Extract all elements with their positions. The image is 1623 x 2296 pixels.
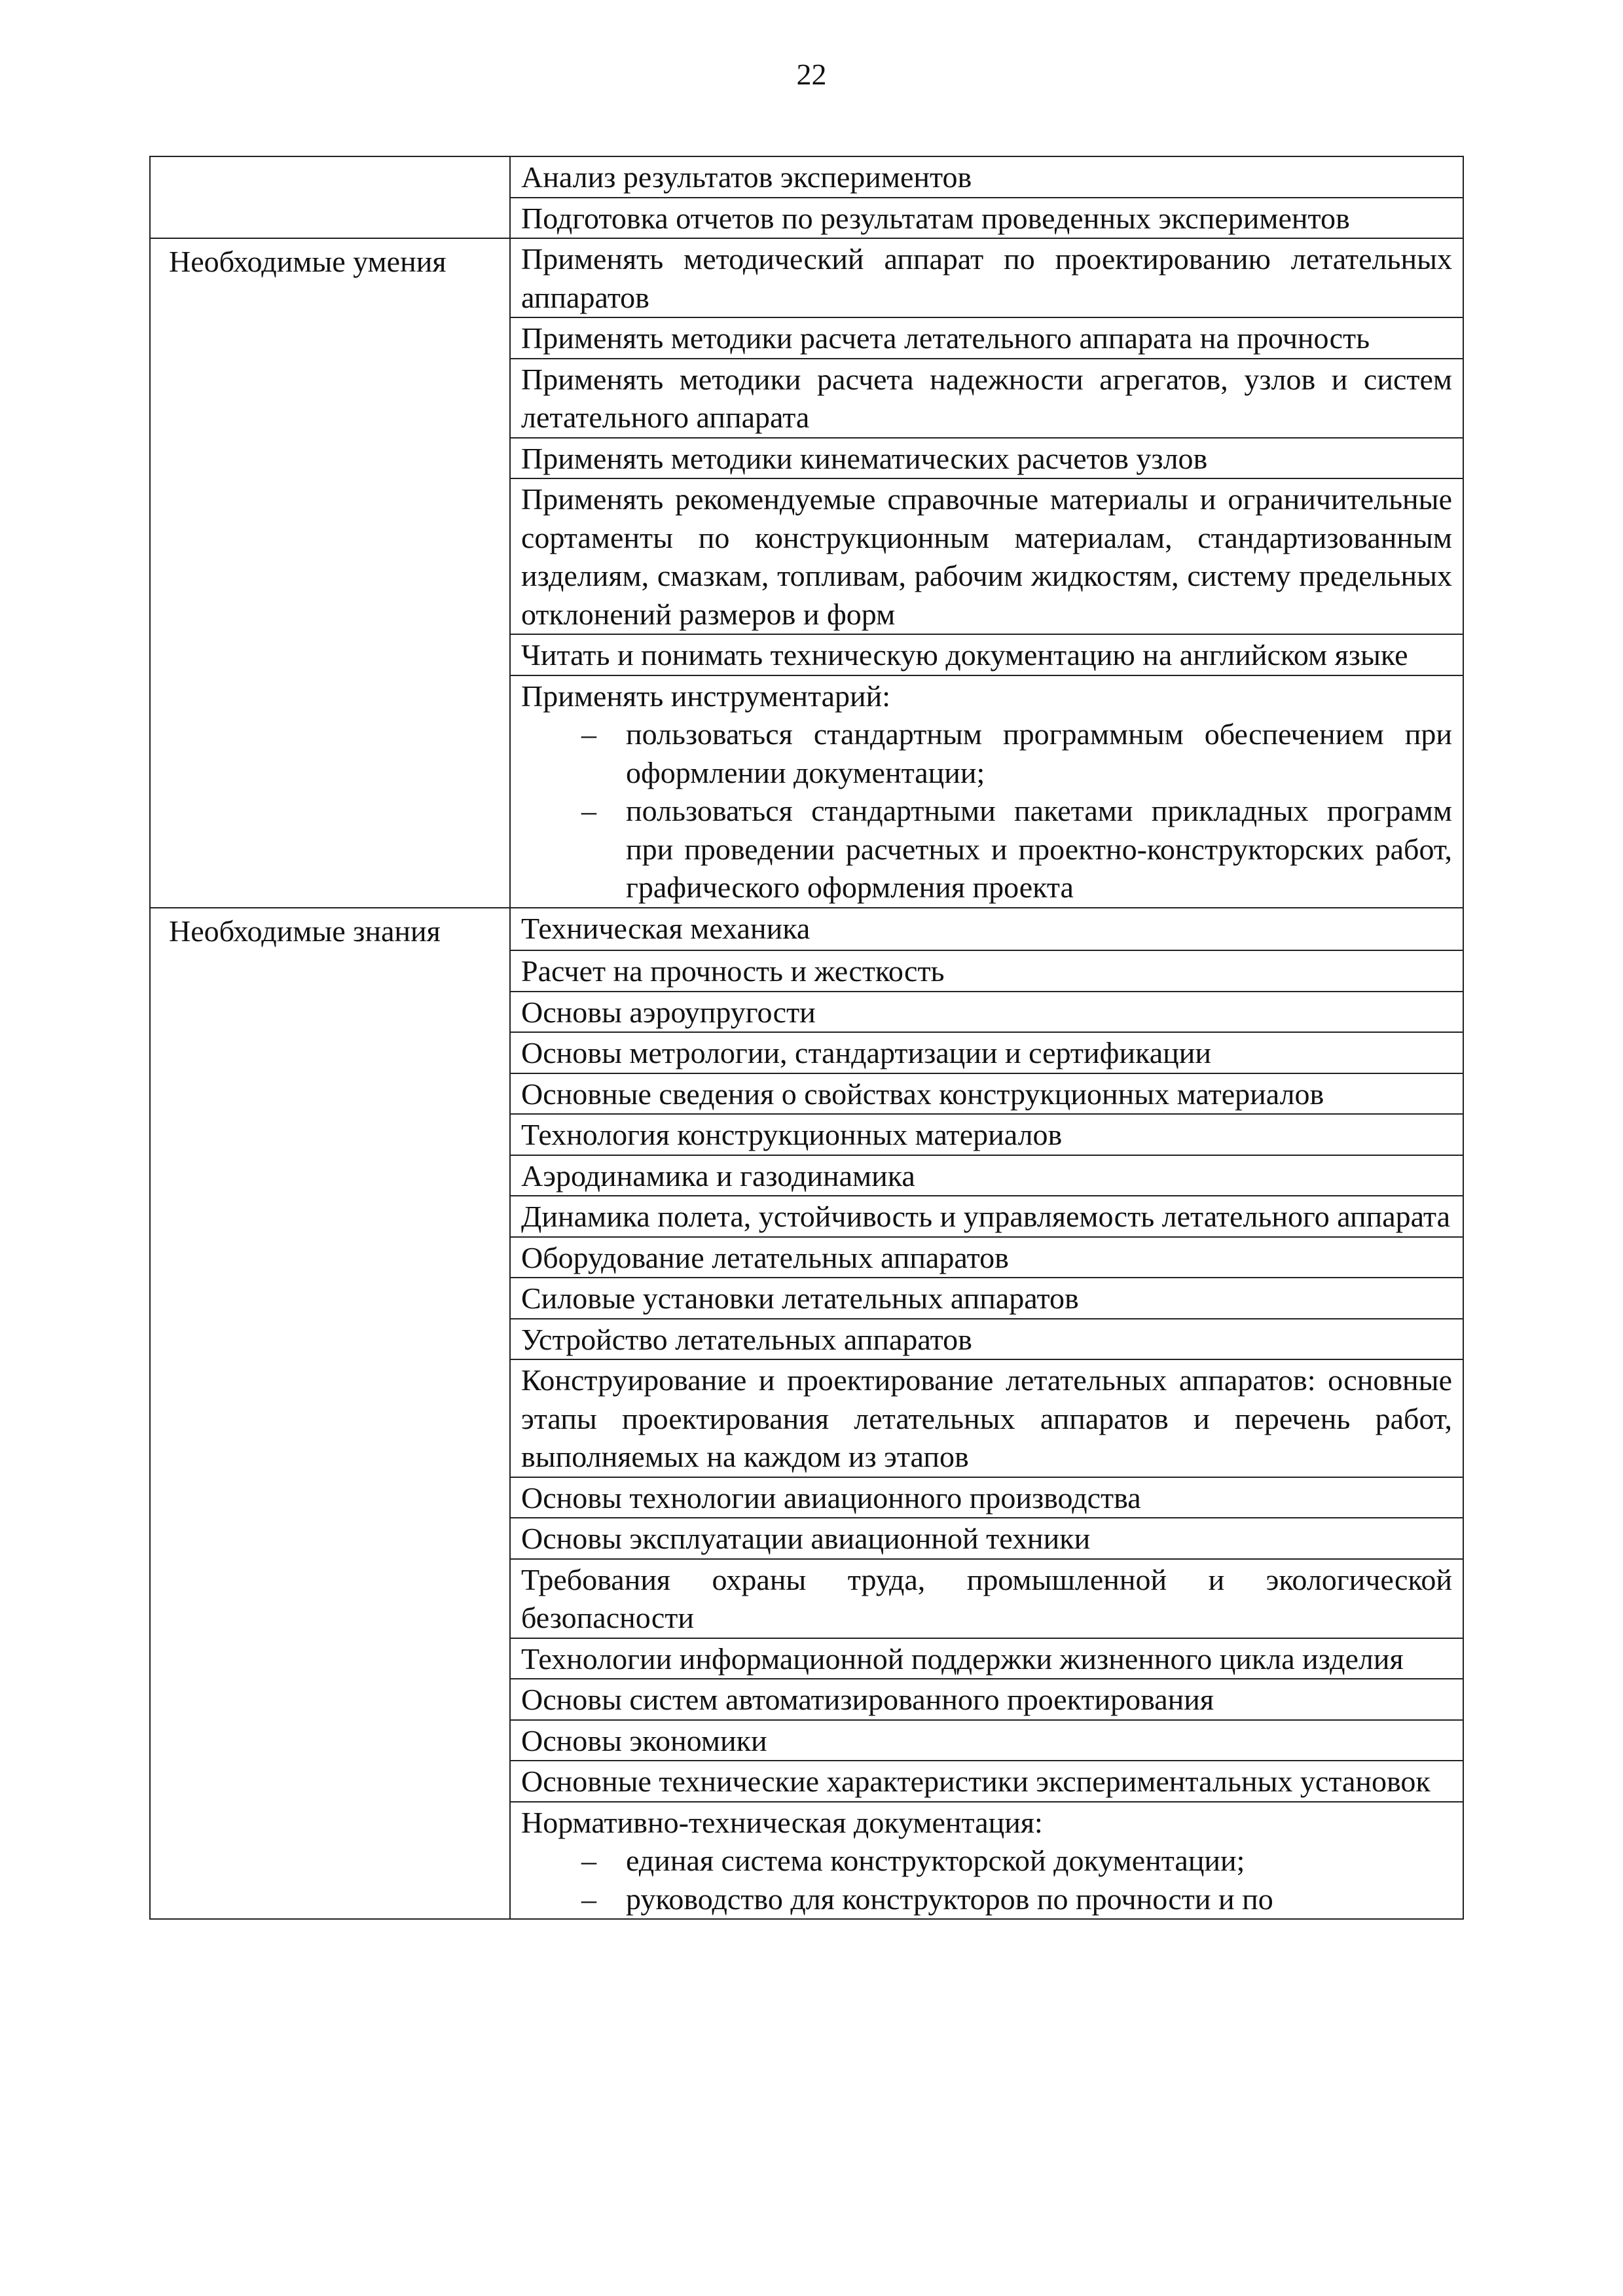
table-row bbox=[150, 1477, 1463, 1518]
row-category-cell bbox=[150, 1073, 510, 1115]
list-item: – единая система конструкторской документации; bbox=[572, 1842, 1452, 1880]
table-row bbox=[150, 1155, 1463, 1196]
table-row bbox=[150, 317, 1463, 359]
table-row bbox=[150, 1761, 1463, 1802]
row-category-cell bbox=[150, 1720, 510, 1761]
row-category-cell bbox=[150, 675, 510, 908]
cell-lead-text: Применять инструментарий: bbox=[521, 679, 891, 713]
table-row bbox=[150, 1032, 1463, 1073]
table-row bbox=[150, 238, 1463, 317]
dash-list bbox=[521, 715, 1452, 907]
row-category-cell bbox=[150, 1477, 510, 1518]
table-row bbox=[150, 359, 1463, 438]
row-content-cell: Требования охраны труда, промышленной и экологической безопасности bbox=[510, 1559, 1463, 1638]
row-category-cell bbox=[150, 359, 510, 438]
row-content-cell: Читать и понимать техническую документацию на английском языке bbox=[510, 634, 1463, 675]
table-row bbox=[150, 1802, 1463, 1920]
table-row bbox=[150, 1319, 1463, 1360]
row-content-cell bbox=[510, 1802, 1463, 1920]
row-content-cell: Основы метрологии, стандартизации и сертификации bbox=[510, 1032, 1463, 1073]
row-content-cell: Оборудование летательных аппаратов bbox=[510, 1237, 1463, 1278]
row-content-cell: Основы аэроупругости bbox=[510, 992, 1463, 1033]
row-category-cell bbox=[150, 156, 510, 198]
row-category-cell: Необходимые знания bbox=[150, 908, 510, 951]
dash-list bbox=[521, 1842, 1452, 1918]
table-row bbox=[150, 1073, 1463, 1115]
cell-lead-text: Нормативно-техническая документация: bbox=[521, 1805, 1043, 1839]
table-row bbox=[150, 1114, 1463, 1155]
table-row bbox=[150, 1559, 1463, 1638]
table-row bbox=[150, 634, 1463, 675]
row-category-cell bbox=[150, 1761, 510, 1802]
table-row bbox=[150, 156, 1463, 198]
list-item: – руководство для конструкторов по прочности и по bbox=[572, 1880, 1452, 1919]
table-row bbox=[150, 950, 1463, 992]
row-category-cell bbox=[150, 1155, 510, 1196]
row-category-cell bbox=[150, 1559, 510, 1638]
row-category-cell bbox=[150, 1196, 510, 1237]
row-content-cell: Применять методики расчета надежности агрегатов, узлов и систем летательного аппарата bbox=[510, 359, 1463, 438]
row-content-cell: Основные технические характеристики экспериментальных установок bbox=[510, 1761, 1463, 1802]
row-category-cell bbox=[150, 1114, 510, 1155]
row-content-cell: Силовые установки летательных аппаратов bbox=[510, 1278, 1463, 1319]
table-row bbox=[150, 198, 1463, 239]
row-category-cell bbox=[150, 317, 510, 359]
row-category-cell: Необходимые умения bbox=[150, 238, 510, 317]
list-item: – пользоваться стандартным программным обеспечением при оформлении документации; bbox=[572, 715, 1452, 792]
row-content-cell bbox=[510, 675, 1463, 908]
row-category-cell bbox=[150, 1638, 510, 1679]
row-category-cell bbox=[150, 438, 510, 479]
row-content-cell: Аэродинамика и газодинамика bbox=[510, 1155, 1463, 1196]
row-content-cell: Технологии информационной поддержки жизненного цикла изделия bbox=[510, 1638, 1463, 1679]
row-content-cell: Подготовка отчетов по результатам проведенных экспериментов bbox=[510, 198, 1463, 239]
table-row bbox=[150, 675, 1463, 908]
row-content-cell: Основы эксплуатации авиационной техники bbox=[510, 1518, 1463, 1559]
table-row bbox=[150, 1720, 1463, 1761]
table-row bbox=[150, 438, 1463, 479]
row-content-cell: Анализ результатов экспериментов bbox=[510, 156, 1463, 198]
table-row bbox=[150, 1196, 1463, 1237]
table-row bbox=[150, 1278, 1463, 1319]
row-category-cell bbox=[150, 1319, 510, 1360]
row-category-cell bbox=[150, 478, 510, 634]
row-category-cell bbox=[150, 198, 510, 239]
row-content-cell: Основные сведения о свойствах конструкционных материалов bbox=[510, 1073, 1463, 1115]
table-row bbox=[150, 1638, 1463, 1679]
table-row bbox=[150, 992, 1463, 1033]
row-content-cell: Основы систем автоматизированного проектирования bbox=[510, 1679, 1463, 1720]
row-category-cell bbox=[150, 950, 510, 992]
row-content-cell: Устройство летательных аппаратов bbox=[510, 1319, 1463, 1360]
row-content-cell: Применять методики кинематических расчетов узлов bbox=[510, 438, 1463, 479]
row-category-cell bbox=[150, 1359, 510, 1477]
row-category-cell bbox=[150, 992, 510, 1033]
row-category-cell bbox=[150, 1518, 510, 1559]
table-row bbox=[150, 908, 1463, 951]
row-content-cell: Применять методический аппарат по проектированию летательных аппаратов bbox=[510, 238, 1463, 317]
list-item: – пользоваться стандартными пакетами прикладных программ при проведении расчетных и проектно-конструкторских работ, графического оформления проекта bbox=[572, 792, 1452, 907]
row-category-cell bbox=[150, 1032, 510, 1073]
requirements-table-body bbox=[150, 156, 1463, 1919]
row-content-cell: Расчет на прочность и жесткость bbox=[510, 950, 1463, 992]
row-category-cell bbox=[150, 1679, 510, 1720]
row-content-cell: Динамика полета, устойчивость и управляемость летательного аппарата bbox=[510, 1196, 1463, 1237]
row-content-cell: Технология конструкционных материалов bbox=[510, 1114, 1463, 1155]
row-content-cell: Техническая механика bbox=[510, 908, 1463, 951]
row-content-cell: Основы технологии авиационного производства bbox=[510, 1477, 1463, 1518]
table-row bbox=[150, 1679, 1463, 1720]
table-row bbox=[150, 1359, 1463, 1477]
row-category-cell bbox=[150, 634, 510, 675]
requirements-table bbox=[149, 156, 1464, 1920]
table-row bbox=[150, 1518, 1463, 1559]
row-content-cell: Основы экономики bbox=[510, 1720, 1463, 1761]
table-row bbox=[150, 1237, 1463, 1278]
row-category-cell bbox=[150, 1278, 510, 1319]
row-content-cell: Применять методики расчета летательного аппарата на прочность bbox=[510, 317, 1463, 359]
table-row bbox=[150, 478, 1463, 634]
row-content-cell: Применять рекомендуемые справочные материалы и ограничительные сортаменты по конструкционным материалам, стандартизованным изделиям, смазкам, топливам, рабочим жидкостям, систему предельных отклонений размеров и форм bbox=[510, 478, 1463, 634]
row-content-cell: Конструирование и проектирование летательных аппаратов: основные этапы проектирования летательных аппаратов и перечень работ, выполняемых на каждом из этапов bbox=[510, 1359, 1463, 1477]
row-category-cell bbox=[150, 1802, 510, 1920]
page-number: 22 bbox=[796, 58, 827, 91]
row-category-cell bbox=[150, 1237, 510, 1278]
